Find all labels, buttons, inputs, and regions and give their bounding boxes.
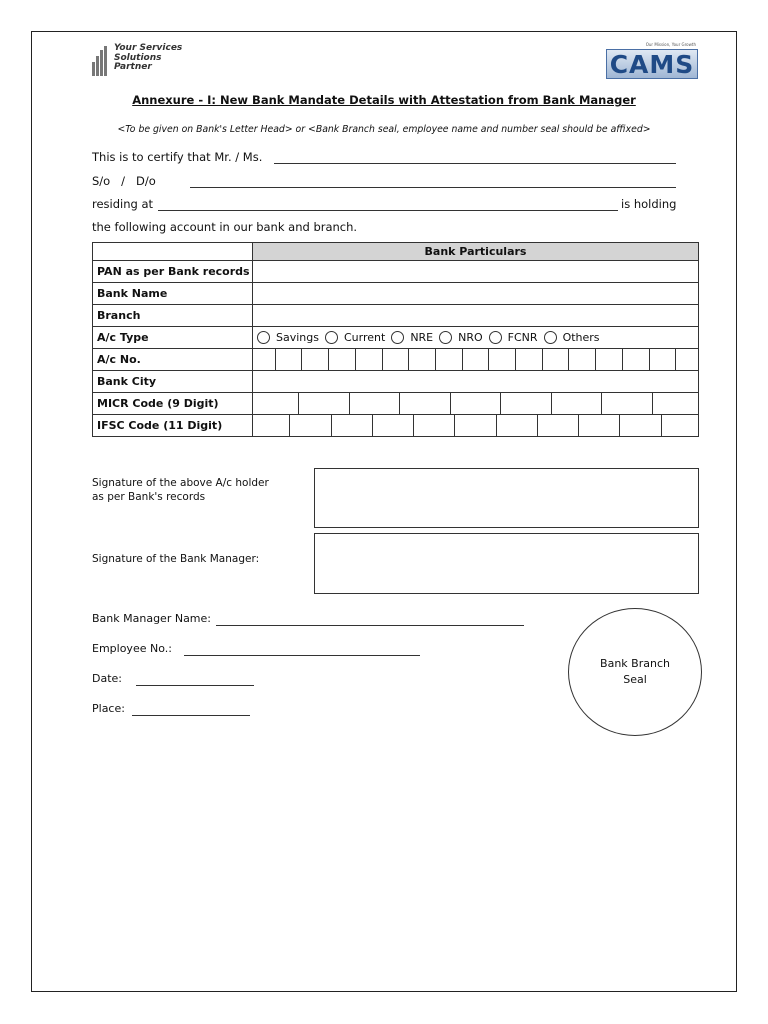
bank-name-field[interactable] [253, 283, 699, 305]
table-row [93, 393, 699, 415]
ifsc-label: IFSC Code (11 Digit) [93, 415, 253, 437]
ac-type-option-label: NRE [410, 331, 434, 344]
place-blank[interactable] [132, 715, 250, 716]
ifsc-digit-box[interactable] [253, 415, 291, 436]
instruction-note: <To be given on Bank's Letter Head> or <Bank Branch seal, employee name and number seal should be affixed> [117, 124, 651, 135]
ac-no-digit-box[interactable] [516, 349, 543, 370]
table-row [93, 349, 699, 371]
ac-no-digit-box[interactable] [436, 349, 463, 370]
table-row [93, 305, 699, 327]
ifsc-digit-box[interactable] [290, 415, 331, 436]
ac-no-digit-box[interactable] [253, 349, 276, 370]
micr-digit-box[interactable] [299, 393, 349, 414]
radio-nre-icon[interactable] [391, 331, 404, 344]
parent-name-blank[interactable] [190, 187, 676, 188]
ac-no-boxes [253, 349, 699, 370]
micr-digit-box[interactable] [253, 393, 300, 414]
ac-no-digit-box[interactable] [409, 349, 436, 370]
cams-logo-box [606, 49, 698, 79]
page-title: Annexure - I: New Bank Mandate Details with Attestation from Bank Manager [132, 93, 636, 107]
ac-no-digit-box[interactable] [329, 349, 356, 370]
table-row [93, 371, 699, 393]
ifsc-digit-box[interactable] [538, 415, 579, 436]
seal-line-2: Seal [623, 673, 647, 686]
form-page [31, 31, 737, 992]
ifsc-digit-box[interactable] [662, 415, 699, 436]
ac-no-digit-box[interactable] [383, 349, 410, 370]
branch-label: Branch [93, 305, 253, 327]
cams-logo [604, 42, 698, 82]
pan-label: PAN as per Bank records [93, 261, 253, 283]
ac-no-digit-box[interactable] [356, 349, 383, 370]
table-row [93, 283, 699, 305]
ac-no-digit-box[interactable] [569, 349, 596, 370]
address-blank[interactable] [158, 210, 618, 211]
micr-digit-box[interactable] [653, 393, 699, 414]
radio-savings-icon[interactable] [257, 331, 270, 344]
date-blank[interactable] [136, 685, 254, 686]
certify-line-2: S/o / D/o [92, 174, 156, 188]
ac-no-digit-box[interactable] [302, 349, 329, 370]
pan-field[interactable] [253, 261, 699, 283]
employee-no-blank[interactable] [184, 655, 420, 656]
bank-branch-seal[interactable] [568, 608, 702, 736]
bars-logo-icon [92, 46, 112, 76]
ac-type-option-label: NRO [458, 331, 483, 344]
ac-no-digit-box[interactable] [650, 349, 677, 370]
certify-line-3: residing at [92, 197, 154, 211]
micr-boxes [253, 393, 699, 414]
bank-city-label: Bank City [93, 371, 253, 393]
logo-tagline: Your Services Solutions Partner [114, 43, 183, 72]
micr-digit-box[interactable] [451, 393, 501, 414]
ac-type-option-label: FCNR [507, 331, 538, 344]
cams-logo-text: CAMS [609, 50, 695, 79]
ac-type-field [253, 327, 699, 349]
table-header: Bank Particulars [253, 243, 699, 261]
radio-fcnr-icon[interactable] [489, 331, 502, 344]
ac-no-digit-box[interactable] [596, 349, 623, 370]
ifsc-digit-box[interactable] [620, 415, 661, 436]
ac-type-label: A/c Type [93, 327, 253, 349]
bank-particulars-table [92, 242, 699, 437]
manager-name-label: Bank Manager Name: [92, 612, 211, 625]
manager-signature-label: Signature of the Bank Manager: [92, 553, 260, 565]
micr-digit-box[interactable] [602, 393, 652, 414]
place-label: Place: [92, 702, 125, 715]
ac-type-option-label: Others [562, 331, 600, 344]
certify-line-4: the following account in our bank and branch. [92, 220, 358, 234]
date-label: Date: [92, 672, 122, 685]
bank-city-field[interactable] [253, 371, 699, 393]
table-row [93, 261, 699, 283]
ac-no-field [253, 349, 699, 371]
ac-no-label: A/c No. [93, 349, 253, 371]
ifsc-digit-box[interactable] [414, 415, 455, 436]
seal-line-1: Bank Branch [600, 657, 670, 670]
ifsc-digit-box[interactable] [497, 415, 538, 436]
ac-no-digit-box[interactable] [276, 349, 303, 370]
cams-slogan: Our Mission, Your Growth [645, 42, 696, 47]
micr-digit-box[interactable] [552, 393, 602, 414]
ifsc-digit-box[interactable] [579, 415, 620, 436]
ac-no-digit-box[interactable] [623, 349, 650, 370]
ac-type-options [257, 331, 694, 344]
micr-label: MICR Code (9 Digit) [93, 393, 253, 415]
ifsc-digit-box[interactable] [455, 415, 496, 436]
ac-no-digit-box[interactable] [543, 349, 570, 370]
radio-nro-icon[interactable] [439, 331, 452, 344]
ifsc-field [253, 415, 699, 437]
table-row [93, 327, 699, 349]
radio-current-icon[interactable] [325, 331, 338, 344]
name-blank[interactable] [274, 163, 676, 164]
ac-no-digit-box[interactable] [489, 349, 516, 370]
micr-digit-box[interactable] [501, 393, 551, 414]
certify-line-1: This is to certify that Mr. / Ms. [92, 150, 263, 164]
holder-signature-box[interactable] [314, 468, 699, 528]
manager-name-blank[interactable] [216, 625, 524, 626]
holder-signature-label: Signature of the above A/c holder as per Bank's records [92, 477, 269, 503]
employee-no-label: Employee No.: [92, 642, 172, 655]
ifsc-boxes [253, 415, 699, 436]
ac-no-digit-box[interactable] [676, 349, 698, 370]
ac-type-option-label: Savings [276, 331, 319, 344]
ac-type-option-label: Current [343, 331, 386, 344]
ifsc-digit-box[interactable] [332, 415, 373, 436]
branch-field[interactable] [253, 305, 699, 327]
bank-name-label: Bank Name [93, 283, 253, 305]
micr-digit-box[interactable] [350, 393, 400, 414]
table-row [93, 415, 699, 437]
table-header-row [93, 243, 699, 261]
manager-signature-box[interactable] [314, 533, 699, 594]
micr-field [253, 393, 699, 415]
certify-holding-text: is holding [621, 197, 677, 211]
micr-digit-box[interactable] [400, 393, 450, 414]
company-logo [92, 44, 212, 76]
ac-no-digit-box[interactable] [463, 349, 490, 370]
radio-others-icon[interactable] [544, 331, 557, 344]
ifsc-digit-box[interactable] [373, 415, 414, 436]
